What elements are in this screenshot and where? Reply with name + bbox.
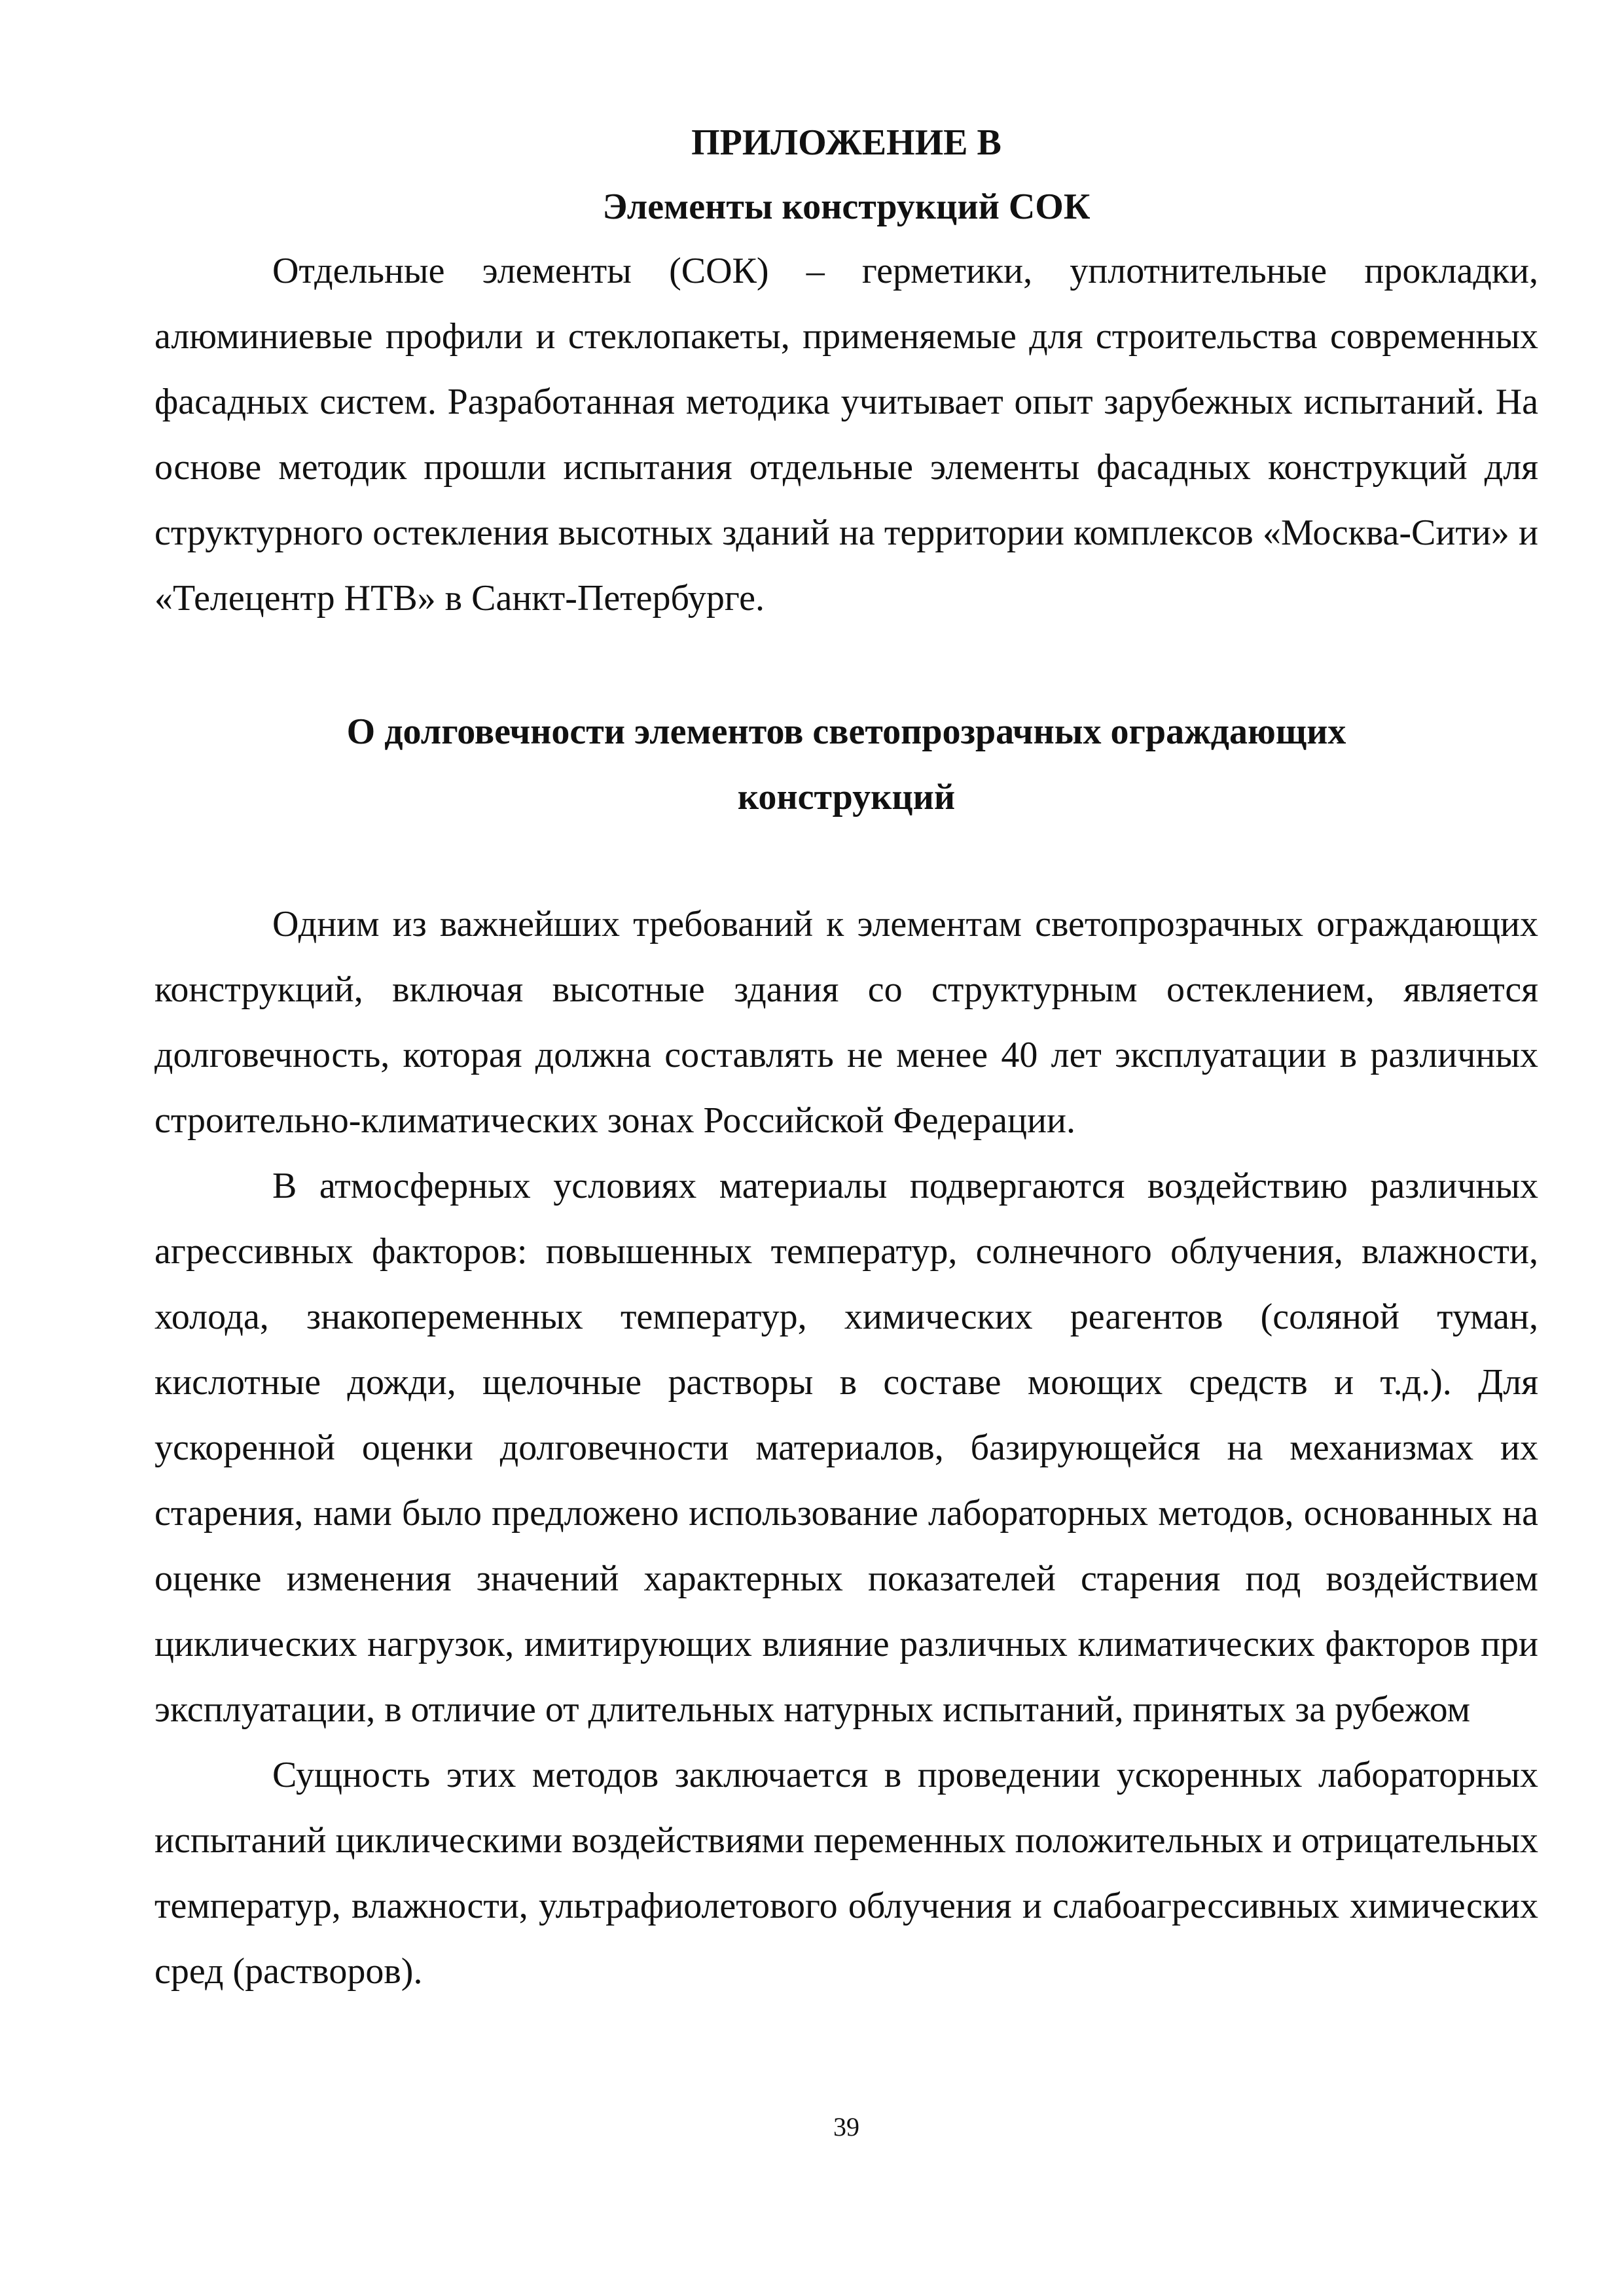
- section-paragraph-durability-requirement: Одним из важнейших требований к элементам светопрозрачных ограждающих конструкций, включая высотные здания со структурным остеклением, является долговечность, которая должна составлять не менее 40 лет эксплуатации в различных строительно-климатических зонах Российской Федерации.: [154, 904, 1538, 1141]
- section-paragraph-atmospheric-factors: В атмосферных условиях материалы подвергаются воздействию различных агрессивных факторов: повышенных температур, солнечного облучения, влажности, холода, знакопеременных температур, химических реагентов (соляной туман, кислотные дожди, щелочные растворы в составе моющих средств и т.д.). Для ускоренной оценки долговечности материалов, базирующейся на механизмах их старения, нами было предложено использование лабораторных методов, основанных на оценке изменения значений характерных показателей старения под воздействием циклических нагрузок, имитирующих влияние различных климатических факторов при эксплуатации, в отличие от длительных натурных испытаний, принятых за рубежом: [154, 1166, 1538, 1730]
- page-number: 39: [833, 2112, 859, 2142]
- appendix-intro-paragraph: Отдельные элементы (СОК) – герметики, уплотнительные прокладки, алюминиевые профили и стеклопакеты, применяемые для строительства современных фасадных систем. Разработанная методика учитывает опыт зарубежных испытаний. На основе методик прошли испытания отдельные элементы фасадных конструкций для структурного остекления высотных зданий на территории комплексов «Москва-Сити» и «Телецентр НТВ» в Санкт-Петербурге.: [154, 251, 1538, 619]
- section-heading-line-2: конструкций: [737, 777, 956, 817]
- appendix-subtitle: Элементы конструкций СОК: [602, 187, 1091, 227]
- section-heading-line-1: О долговечности элементов светопрозрачных ограждающих: [346, 711, 1346, 752]
- section-body: [154, 891, 1538, 2004]
- section-heading: [154, 699, 1538, 830]
- appendix-intro-block: [154, 238, 1538, 631]
- appendix-label: ПРИЛОЖЕНИЕ В: [691, 122, 1001, 163]
- section-paragraph-method-essence: Сущность этих методов заключается в проведении ускоренных лабораторных испытаний циклическими воздействиями переменных положительных и отрицательных температур, влажности, ультрафиолетового облучения и слабоагрессивных химических сред (растворов).: [154, 1755, 1538, 1992]
